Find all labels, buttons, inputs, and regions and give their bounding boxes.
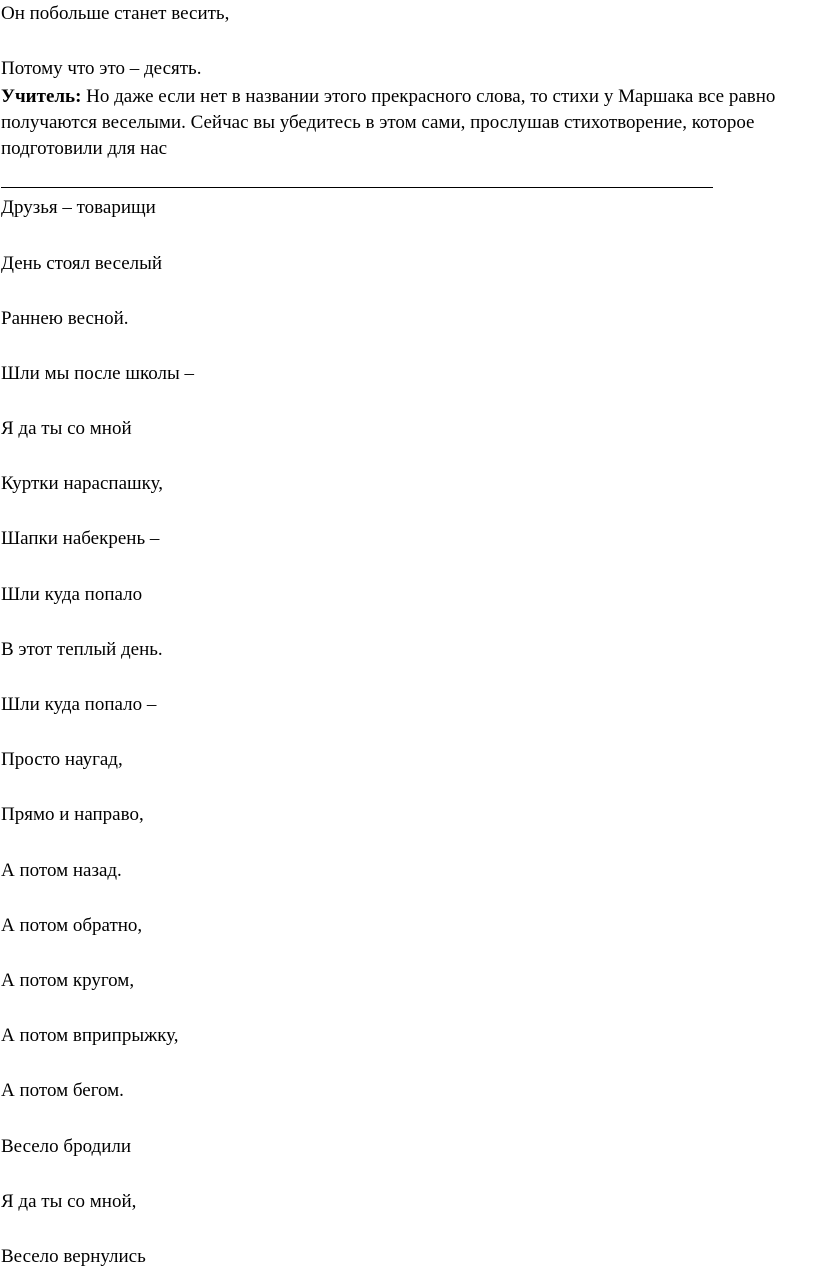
poem-line: Шли куда попало – — [1, 694, 157, 715]
poem-line: Просто наугад, — [1, 749, 123, 770]
poem-line: Шли куда попало — [1, 584, 143, 605]
poem-line: Куртки нараспашку, — [1, 473, 163, 494]
poem-line: Весело вернулись — [1, 1246, 146, 1267]
poem-line: Весело бродили — [1, 1136, 132, 1157]
poem-line: Шапки набекрень – — [1, 528, 160, 549]
poem-line: Я да ты со мной — [1, 418, 132, 439]
poem-line: Раннею весной. — [1, 308, 129, 329]
poem-line: День стоял веселый — [1, 253, 163, 274]
poem-line: Я да ты со мной, — [1, 1191, 137, 1212]
teacher-label: Учитель: — [1, 86, 82, 107]
poem-line: А потом вприпрыжку, — [1, 1025, 179, 1046]
teacher-paragraph — [1, 84, 816, 162]
poem-line: А потом бегом. — [1, 1080, 124, 1101]
poem-line: Шли мы после школы – — [1, 363, 194, 384]
intro-line-1: Он побольше станет весить, — [1, 3, 230, 24]
poem-line: А потом обратно, — [1, 915, 143, 936]
poem-title: Друзья – товарищи — [1, 197, 156, 218]
poem-line: А потом назад. — [1, 860, 122, 881]
poem-line: Прямо и направо, — [1, 804, 144, 825]
teacher-text: Но даже если нет в названии этого прекрасного слова, то стихи у Маршака все равно получаются веселыми. Сейчас вы убедитесь в этом сами, прослушав стихотворение, которое подготовили для нас — [1, 86, 776, 159]
poem-line: В этот теплый день. — [1, 639, 163, 660]
poem-line: А потом кругом, — [1, 970, 135, 991]
intro-line-2: Потому что это – десять. — [1, 58, 202, 79]
horizontal-rule — [1, 187, 713, 188]
